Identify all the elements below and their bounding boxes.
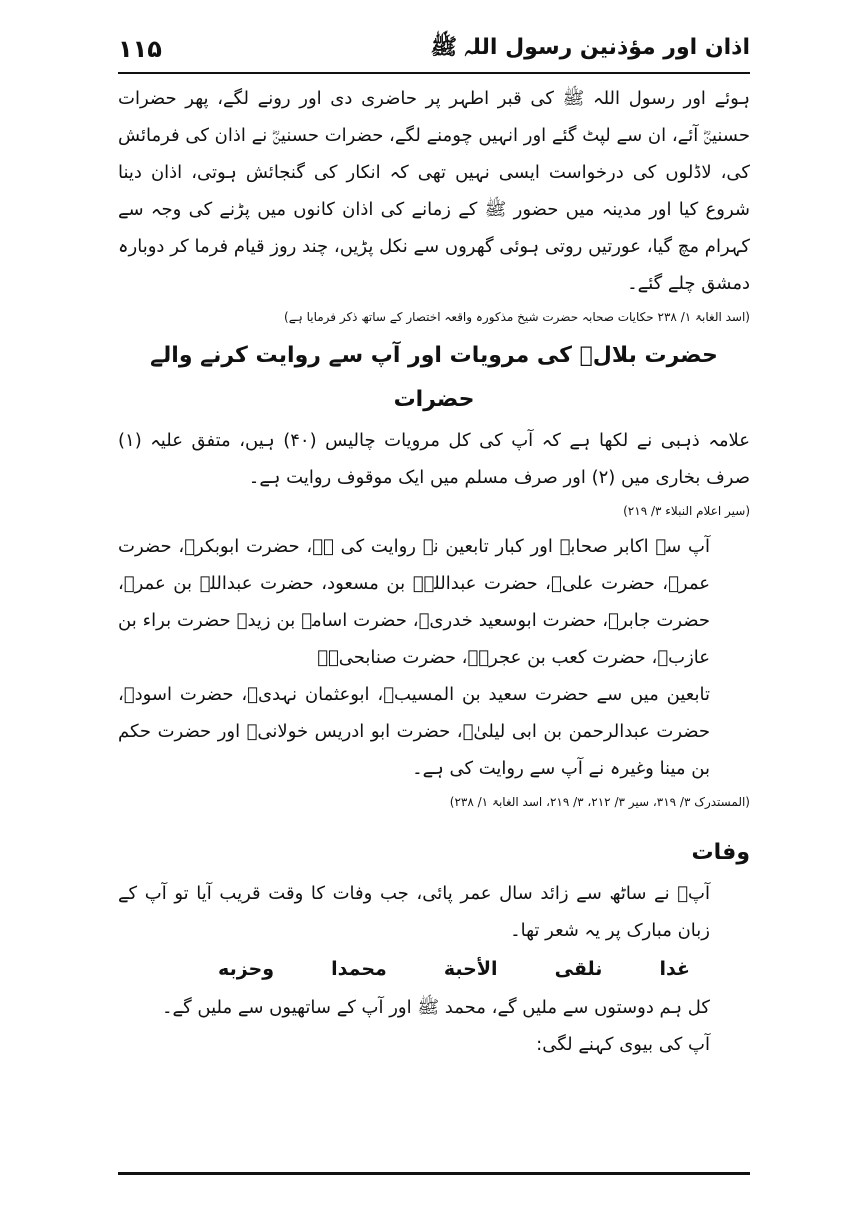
verse-word: نلقى — [554, 958, 603, 980]
section-heading: حضرت بلالؓ کی مرویات اور آپ سے روایت کرنے والے حضرات — [150, 343, 718, 412]
paragraph: آپ کی بیوی کہنے لگی: — [536, 1034, 710, 1055]
paragraph: تابعین میں سے حضرت سعید بن المسیبؒ، ابوعثمان نہدیؒ، حضرت اسودؒ، حضرت عبدالرحمن بن ابی لیلیٰؒ، حضرت ابو ادریس خولانیؒ اور حضرت حکم بن مینا وغیرہ نے آپ سے روایت کی ہے۔ — [118, 684, 710, 779]
footer-divider — [118, 1172, 750, 1175]
reference-citation: (اسد الغابۃ ۱/ ۲۳۸ حکایات صحابہ حضرت شیخ مذکورہ واقعہ اختصار کے ساتھ ذکر فرمایا ہے) — [284, 310, 750, 324]
paragraph: آپ سے اکابر صحابہ اور کبار تابعین نے روایت کی ہے، حضرت ابوبکرؓ، حضرت عمرؓ، حضرت علیؓ، حضرت عبداللہؓ بن مسعود، حضرت عبداللہ بن عمرؓ، حضرت جابرؓ، حضرت ابوسعید خدریؓ، حضرت اسامہ بن زیدؓ حضرت براء بن عازبؓ، حضرت کعب بن عجرۃؓ، حضرت صنابحیؓ۔ — [118, 536, 710, 668]
verse-word: محمدا — [331, 958, 387, 980]
reference-citation: (المستدرک ۳/ ۳۱۹، سیر ۳/ ۲۱۲، ۳/ ۲۱۹، اسد الغابۃ ۱/ ۲۳۸) — [449, 795, 750, 809]
arabic-verse — [118, 949, 750, 989]
page-header — [118, 28, 750, 70]
running-title: اذان اور مؤذنین رسول اللہ ﷺ — [430, 35, 750, 60]
page-body — [118, 80, 750, 1063]
verse-word: وحزبه — [218, 958, 275, 980]
verse-word: الأحبة — [443, 958, 498, 980]
verse-word: غدا — [659, 958, 690, 980]
paragraph: ہوئے اور رسول اللہ ﷺ کی قبر اطہر پر حاضری دی اور رونے لگے، پھر حضرات حسنینؓ آئے، ان سے لپٹ گئے اور انہیں چومنے لگے، حضرات حسنینؓ نے اذان کی فرمائش کی، لاڈلوں کی درخواست ایسی نہیں تھی کہ انکار کی گنجائش ہوتی، اذان دینا شروع کیا اور مدینہ میں حضور ﷺ کے زمانے کی اذان کانوں میں پڑنے کی وجہ سے کہرام مچ گیا، عورتیں روتی ہوئی گھروں سے نکل پڑیں، چند روز قیام فرما کر دوبارہ دمشق چلے گئے۔ — [118, 88, 750, 294]
page-number: ۱۱۵ — [118, 35, 162, 63]
reference-citation: (سیر اعلام النبلاء ۳/ ۲۱۹) — [623, 504, 750, 518]
paragraph: علامہ ذہبی نے لکھا ہے کہ آپ کی کل مرویات چالیس (۴۰) ہیں، متفق علیہ (۱) صرف بخاری میں (۲) اور صرف مسلم میں ایک موقوف روایت ہے۔ — [118, 430, 751, 488]
header-divider — [118, 72, 750, 74]
verse-translation: کل ہم دوستوں سے ملیں گے، محمد ﷺ اور آپ کے ساتھیوں سے ملیں گے۔ — [161, 997, 710, 1018]
paragraph: آپؓ نے ساٹھ سے زائد سال عمر پائی، جب وفات کا وقت قریب آیا تو آپ کے زبان مبارک پر یہ شعر تھا۔ — [118, 883, 710, 941]
section-heading-wafat: وفات — [691, 840, 750, 865]
